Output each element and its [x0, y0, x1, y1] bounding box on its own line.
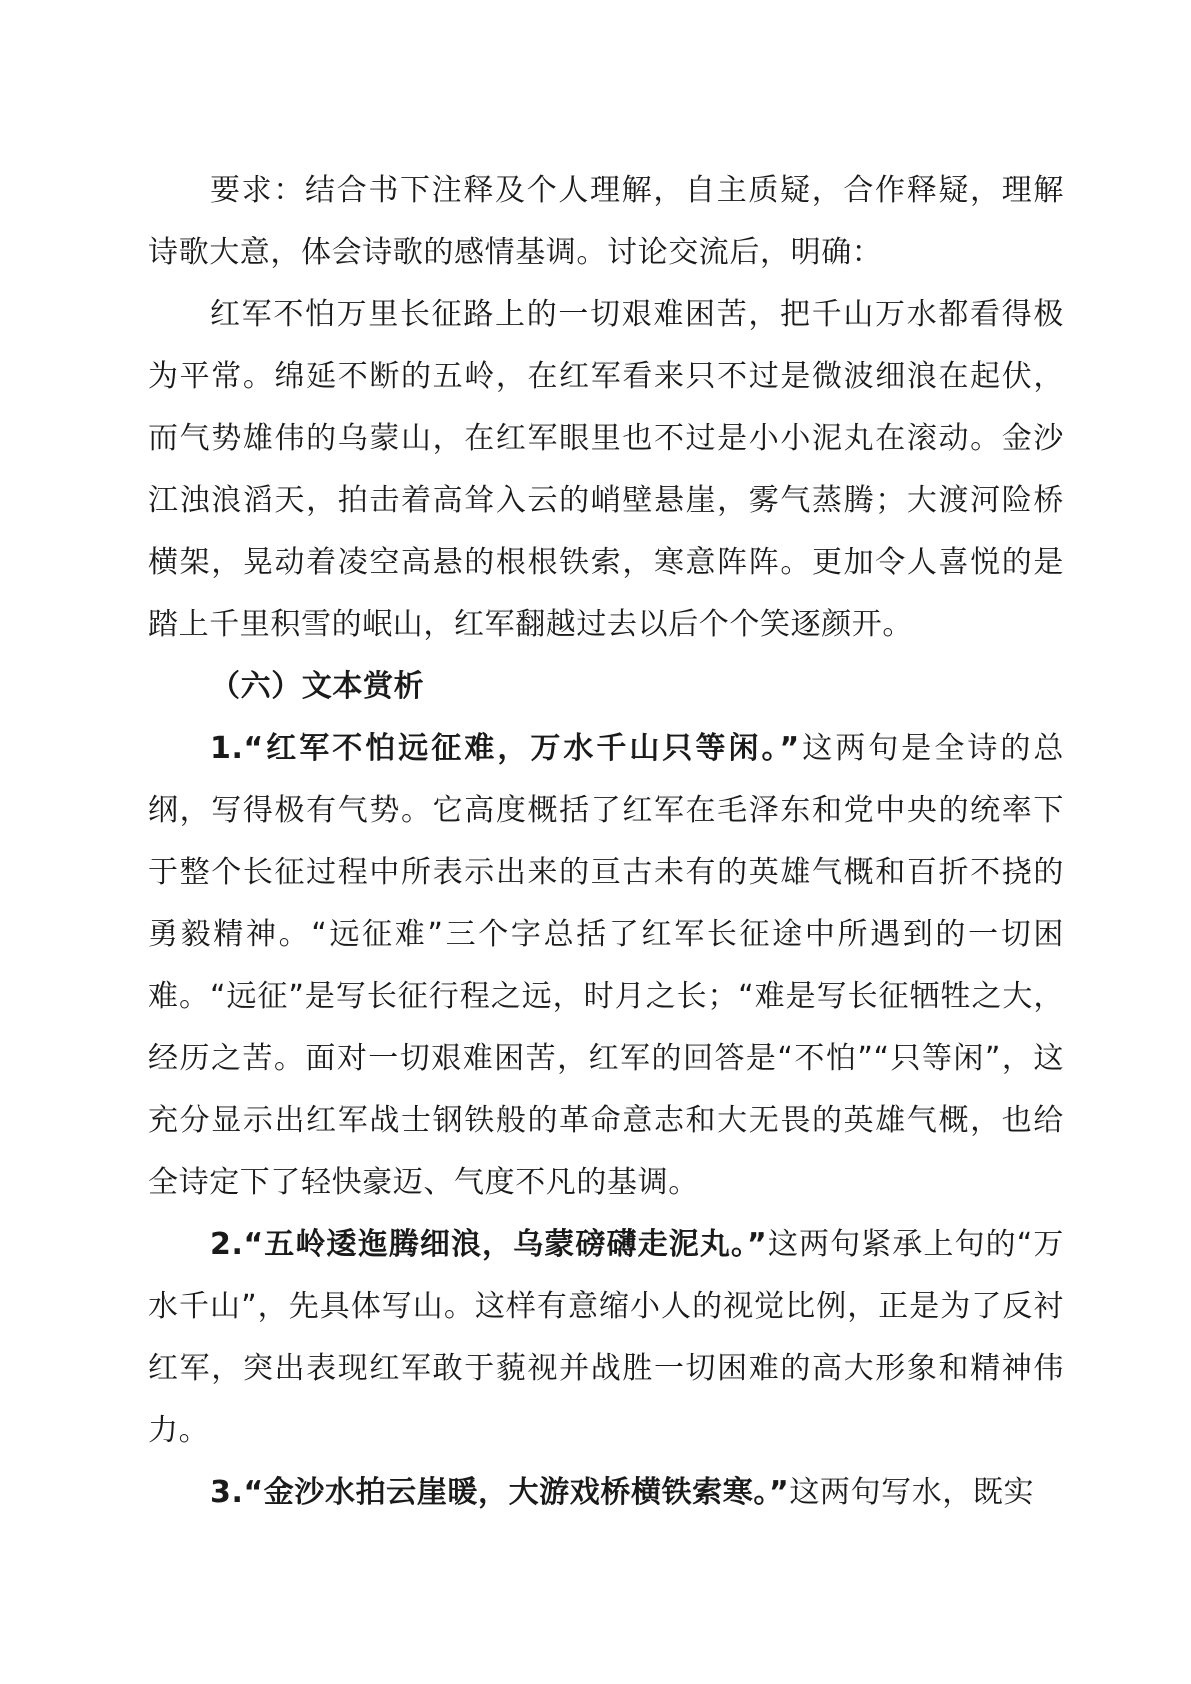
section-heading [148, 656, 1064, 718]
quoted-lines-1: 1.“红军不怕远征难，万水千山只等闲。” [210, 731, 800, 766]
analysis-text-2: 这两句紧承上句的“万水千山”，先具体写山。这样有意缩小人的视觉比例，正是为了反衬红军，突出表现红军敢于藐视并战胜一切困难的高大形象和精神伟力。 [148, 1227, 1064, 1448]
paragraph-text: 红军不怕万里长征路上的一切艰难困苦，把千山万水都看得极为平常。绵延不断的五岭，在红军看来只不过是微波细浪在起伏，而气势雄伟的乌蒙山，在红军眼里也不过是小小泥丸在滚动。金沙江浊浪滔天，拍击着高耸入云的峭壁悬崖，雾气蒸腾；大渡河险桥横架，晃动着凌空高悬的根根铁索，寒意阵阵。更加令人喜悦的是踏上千里积雪的岷山，红军翻越过去以后个个笑逐颜开。 [148, 297, 1064, 642]
quoted-lines-3: 3.“金沙水拍云崖暖，大游戏桥横铁索寒。” [210, 1475, 790, 1510]
analysis-text-1: 这两句是全诗的总纲，写得极有气势。它高度概括了红军在毛泽东和党中央的统率下于整个长征过程中所表示出来的亘古未有的英雄气概和百折不挠的勇毅精神。“远征难”三个字总括了红军长征途中所遇到的一切困难。“远征”是写长征行程之远，时月之长；“难是写长征牺牲之大，经历之苦。面对一切艰难困苦，红军的回答是“不怕”“只等闲”，这充分显示出红军战士钢铁般的革命意志和大无畏的英雄气概，也给全诗定下了轻快豪迈、气度不凡的基调。 [148, 731, 1064, 1200]
quoted-lines-2: 2.“五岭逶迤腾细浪，乌蒙磅礴走泥丸。” [210, 1227, 768, 1262]
analysis-paragraph-3 [148, 1462, 1064, 1524]
requirement-paragraph [148, 160, 1064, 284]
document-body [148, 160, 1064, 1524]
paragraph-text: 要求：结合书下注释及个人理解，自主质疑，合作释疑，理解诗歌大意，体会诗歌的感情基调。讨论交流后，明确： [148, 173, 1064, 270]
section-heading-text: （六）文本赏析 [210, 669, 425, 704]
analysis-paragraph-2 [148, 1214, 1064, 1462]
analysis-text-3: 这两句写水，既实 [789, 1475, 1035, 1510]
analysis-paragraph-1 [148, 718, 1064, 1214]
summary-paragraph [148, 284, 1064, 656]
